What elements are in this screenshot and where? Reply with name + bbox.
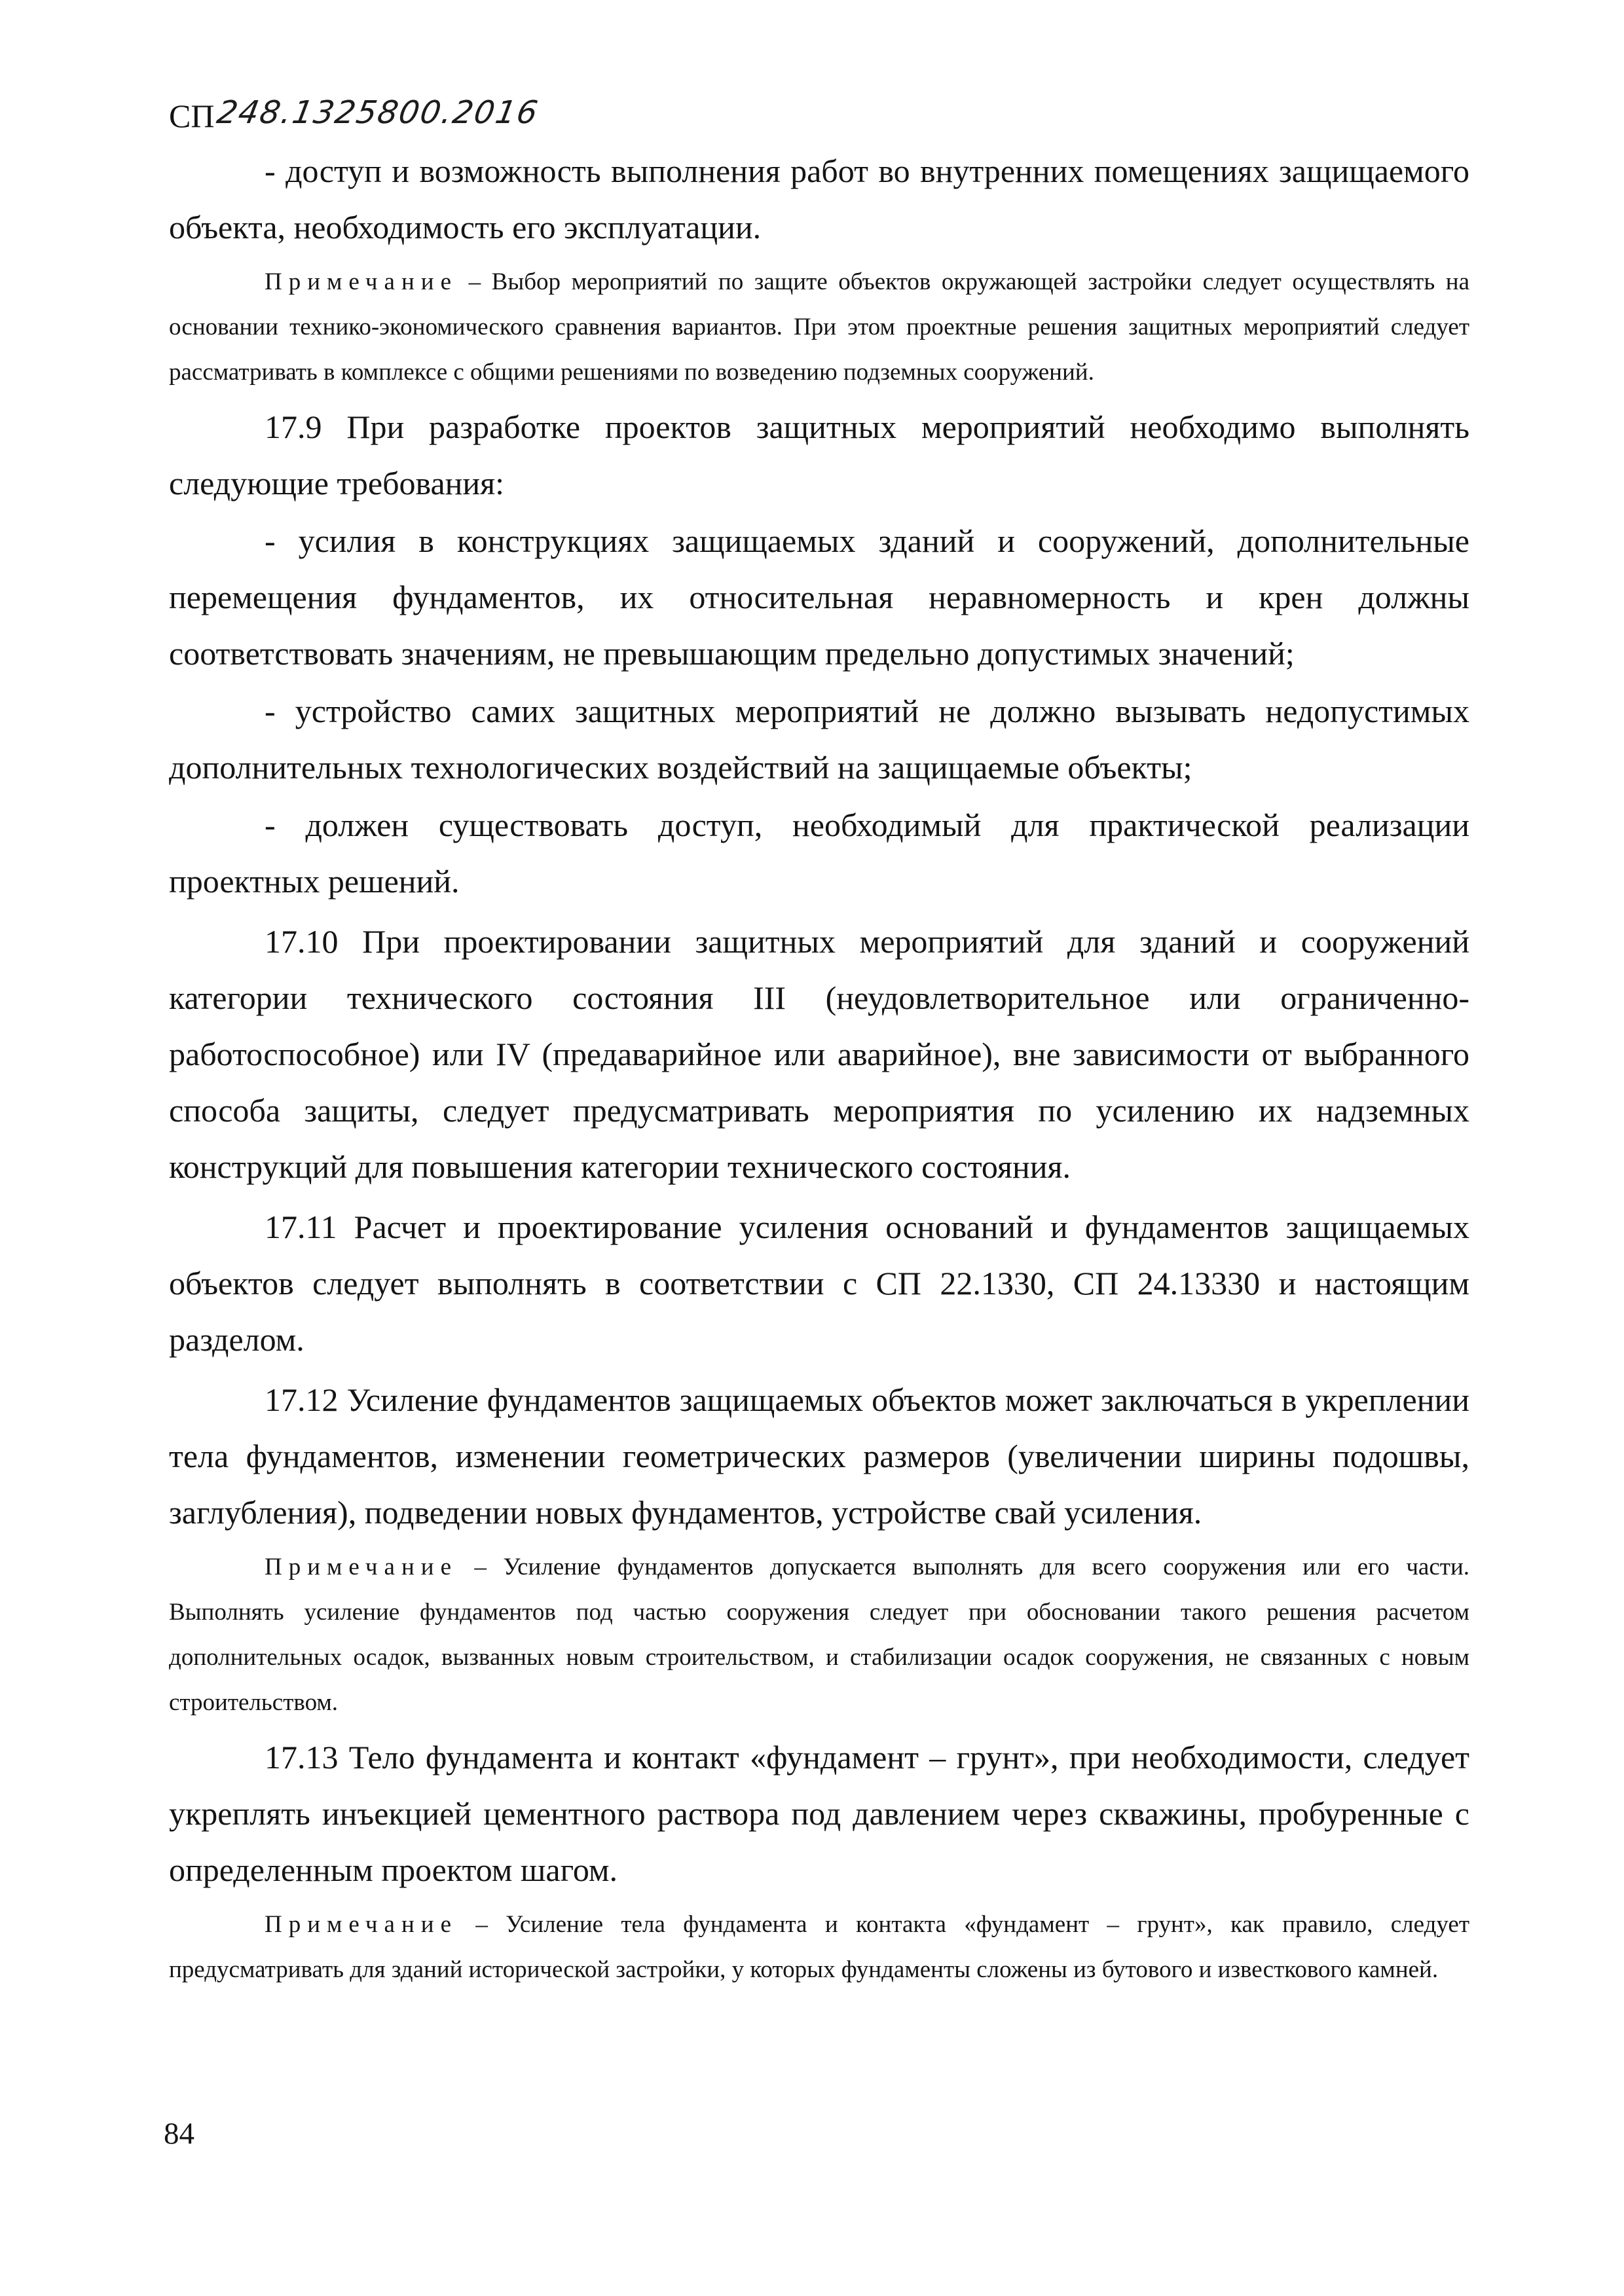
paragraph-access: - доступ и возможность выполнения работ во внутренних помещениях защищаемого объекта, необходимость его эксплуатации. xyxy=(169,153,1469,246)
note-paragraph xyxy=(169,259,1469,395)
note-text: Усиление фундаментов допускается выполнять для всего сооружения или его части. Выполнять усиление фундаментов под частью сооружения следует при обосновании такого решения расчетом дополнительных осадок, вызванных новым строительством, и стабилизации осадок сооружения, не связанных с новым строительством. xyxy=(169,1554,1469,1716)
note-dash: – xyxy=(458,1554,504,1580)
note-text: Усиление тела фундамента и контакта «фундамент – грунт», как правило, следует предусматривать для зданий исторической застройки, у которых фундаменты сложены из бутового и известкового камней. xyxy=(169,1911,1469,1983)
section-17-13: 17.13 Тело фундамента и контакт «фундамент – грунт», при необходимости, следует укреплять инъекцией цементного раствора под давлением через скважины, пробуренные с определенным проектом шагом. xyxy=(169,1739,1469,1888)
note-text: Выбор мероприятий по защите объектов окружающей застройки следует осуществлять на основании технико-экономического сравнения вариантов. При этом проектные решения защитных мероприятий следует рассматривать в комплексе с общими решениями по возведению подземных сооружений. xyxy=(169,268,1469,386)
section-17-10: 17.10 При проектировании защитных мероприятий для зданий и сооружений категории технического состояния III (неудовлетворительное или ограниченно-работоспособное) или IV (предаварийное или аварийное), вне зависимости от выбранного способа защиты, следует предусматривать мероприятия по усилению их надземных конструкций для повышения категории технического состояния. xyxy=(169,923,1469,1185)
handwritten-code: 248.1325800.2016 xyxy=(214,94,542,131)
section-17-12: 17.12 Усиление фундаментов защищаемых объектов может заключаться в укреплении тела фундаментов, изменении геометрических размеров (увеличении ширины подошвы, заглубления), подведении новых фундаментов, устройстве свай усиления. xyxy=(169,1381,1469,1531)
section-17-9: 17.9 При разработке проектов защитных мероприятий необходимо выполнять следующие требования: xyxy=(169,409,1469,501)
note-dash: – xyxy=(458,1911,506,1938)
header-code-prefix: СП xyxy=(169,98,215,134)
list-item-forces: - усилия в конструкциях защищаемых зданий и сооружений, дополнительные перемещения фундаментов, их относительная неравномерность и крен должны соответствовать значениям, не превышающим предельно допустимых значений; xyxy=(169,522,1469,672)
note-paragraph xyxy=(169,1902,1469,1992)
document-header xyxy=(169,73,542,134)
list-item-device: - устройство самих защитных мероприятий не должно вызывать недопустимых дополнительных технологических воздействий на защищаемые объекты; xyxy=(169,693,1469,786)
note-label: Примечание xyxy=(265,268,458,295)
note-paragraph xyxy=(169,1544,1469,1725)
note-label: Примечание xyxy=(265,1911,458,1938)
note-label: Примечание xyxy=(265,1554,458,1580)
section-17-11: 17.11 Расчет и проектирование усиления оснований и фундаментов защищаемых объектов следует выполнять в соответствии с СП 22.1330, СП 24.13330 и настоящим разделом. xyxy=(169,1209,1469,1358)
document-body xyxy=(169,143,1469,1996)
page-number: 84 xyxy=(164,2117,194,2151)
list-item-access: - должен существовать доступ, необходимый для практической реализации проектных решений. xyxy=(169,807,1469,900)
note-dash: – xyxy=(458,268,492,295)
